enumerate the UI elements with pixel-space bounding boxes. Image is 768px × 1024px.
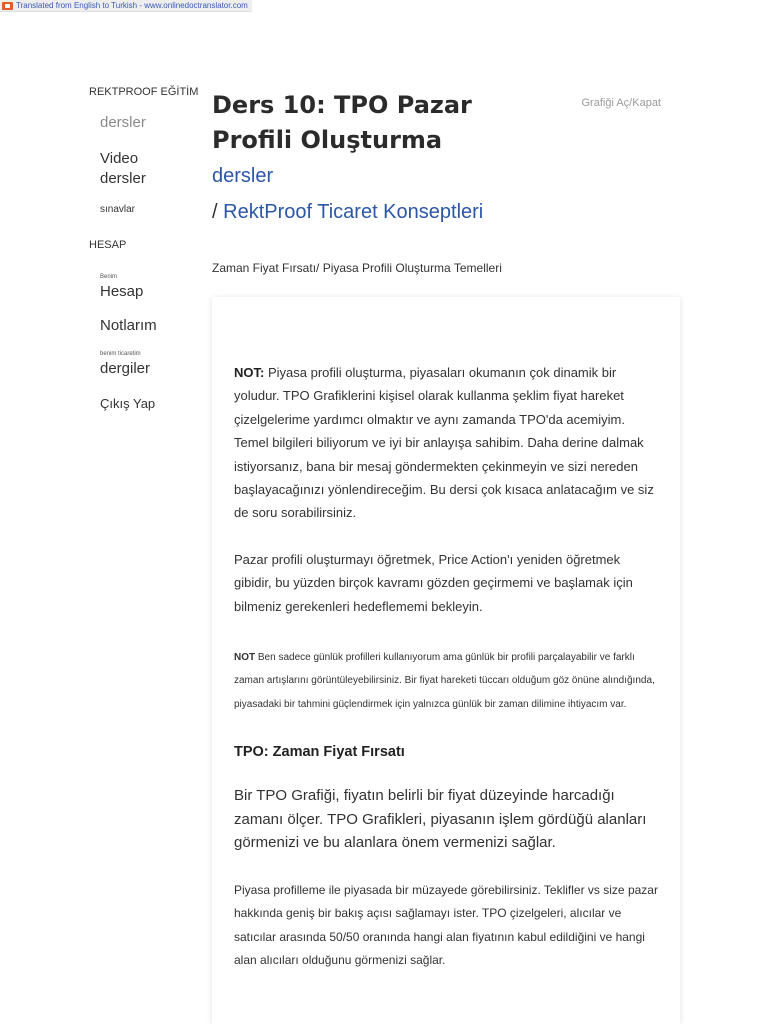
breadcrumb-separator: / — [212, 201, 224, 223]
sidebar — [89, 84, 199, 413]
note-text: Piyasa profili oluşturma, piyasaları okumanın çok dinamik bir yoludur. TPO Grafiklerini kişisel olarak kullanma şeklim fiyat hareket çizelgelerime yardımcı olmaktır ve aynı zamanda TPO'da acemiyim. Temel bilgileri biliyorum ve iyi bir anlayışa sahibim. Daha derine dalmak istiyorsanız, bana bir mesaj göndermekten çekinmeyin ve sizi nereden başlayacağınızı yönlendireceğim. Bu dersi çok kısaca anlatacağım ve siz de soru sorabilirsiniz. — [234, 365, 654, 521]
sidebar-item-logout[interactable]: Çıkış Yap — [100, 396, 156, 411]
section-heading: TPO: Zaman Fiyat Fırsatı — [234, 744, 405, 761]
translation-banner[interactable] — [0, 0, 252, 12]
sidebar-heading-account: HESAP — [89, 239, 127, 251]
intro-paragraph: Pazar profili oluşturmayı öğretmek, Price Action'ı yeniden öğretmek gibidir, bu yüzden birçok kavramı gözden geçirmemi ve başlamak için bilmeniz gerekenleri hedeflememi bekleyin. — [234, 551, 633, 614]
sidebar-item-journals-label: dergiler — [100, 360, 151, 377]
note2-paragraph — [234, 646, 658, 716]
lesson-card — [212, 297, 680, 1024]
sidebar-item-lessons[interactable]: dersler — [100, 114, 146, 131]
sidebar-item-trading-journals[interactable] — [100, 350, 199, 379]
translation-banner-text: Translated from English to Turkish - www.onlinedoctranslator.com — [16, 1, 248, 10]
sidebar-item-my-notes[interactable]: Notlarım — [100, 317, 157, 334]
body-paragraph: Piyasa profilleme ile piyasada bir müzayede görebilirsiniz. Teklifler vs size pazar hakkında geniş bir bakış açısı sağlamayı ister. TPO çizelgeleri, alıcılar ve satıcılar arasında 50/50 oranında hangi alan fiyatının kabul edildiğini ve hangi alan alıcıları olduğunu görmenizi sağlar. — [234, 882, 658, 968]
note2-text: Ben sadece günlük profilleri kullanıyorum ama günlük bir profili parçalayabilir ve farklı zaman artışlarını görüntüleyebilirsiniz. Bir fiyat hareketi tüccarı olduğum göz önüne alındığında, piyasadaki bir tahmini güçlendirmek için yalnızca günlük bir zaman dilimine ihtiyacım var. — [234, 652, 655, 710]
main-content — [212, 88, 682, 275]
sidebar-item-journals-prefix: benim ticaretim — [100, 351, 141, 357]
note-label: NOT: — [234, 365, 265, 380]
page-title: Ders 10: TPO Pazar Profili Oluşturma — [212, 91, 472, 154]
sidebar-item-my-account[interactable] — [100, 273, 199, 302]
sidebar-item-my-account-prefix: Benim — [100, 274, 118, 280]
note2-label: NOT — [234, 652, 256, 664]
translator-logo-icon — [2, 2, 13, 10]
toggle-chart-button[interactable]: Grafiği Aç/Kapat — [581, 97, 661, 109]
breadcrumb — [212, 158, 682, 230]
breadcrumb-row — [212, 194, 682, 230]
sidebar-item-video-lessons[interactable]: Video dersler — [100, 150, 146, 187]
sidebar-item-my-account-label: Hesap — [100, 283, 144, 300]
breadcrumb-lessons-link[interactable]: dersler — [212, 165, 274, 187]
note-paragraph — [234, 361, 658, 525]
breadcrumb-category-link[interactable]: RektProof Ticaret Konseptleri — [223, 201, 484, 223]
lesson-subtitle: Zaman Fiyat Fırsatı/ Piyasa Profili Oluşturma Temelleri — [212, 261, 502, 275]
sidebar-item-exams[interactable]: sınavlar — [100, 204, 136, 215]
sidebar-heading-education: REKTPROOF EĞİTİM — [89, 86, 199, 98]
lead-paragraph: Bir TPO Grafiği, fiyatın belirli bir fiyat düzeyinde harcadığı zamanı ölçer. TPO Grafikleri, piyasanın işlem gördüğü alanları görmenizi ve bu alanlara önem vermenizi sağlar. — [234, 787, 647, 852]
